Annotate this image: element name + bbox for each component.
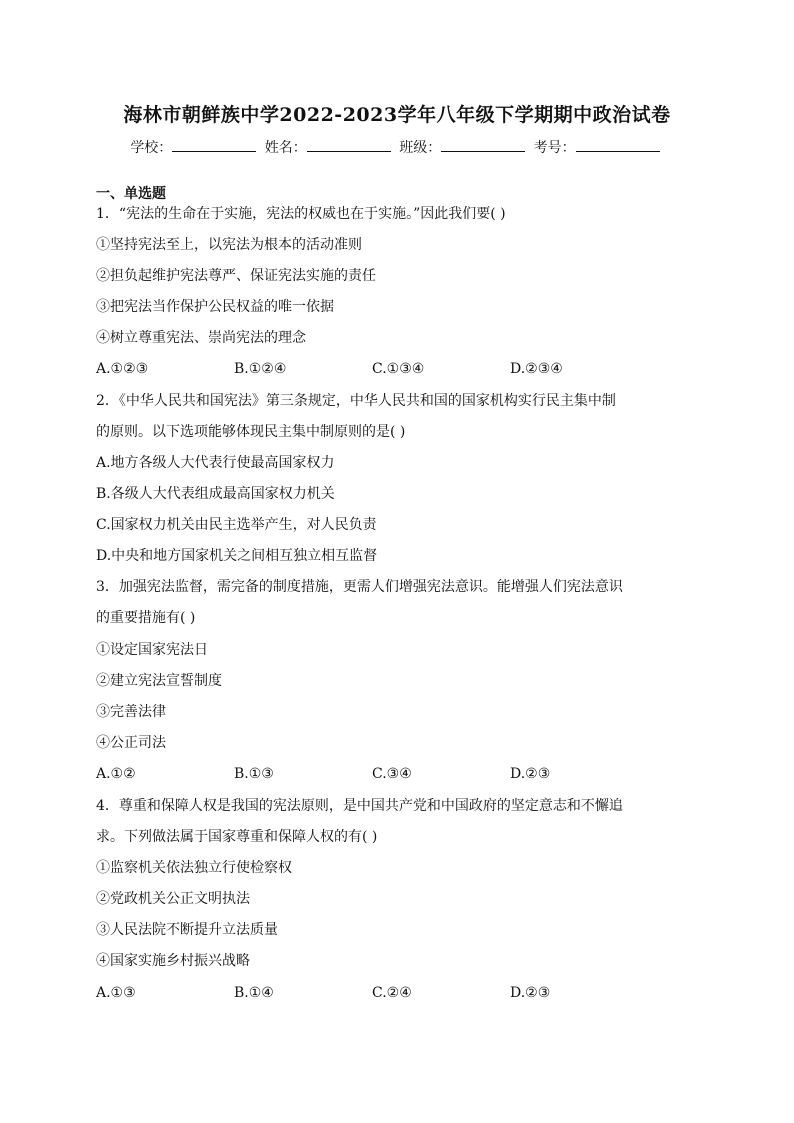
question-3-item: ①设定国家宪法日 [96, 642, 208, 658]
question-4-item: ②党政机关公正文明执法 [96, 891, 250, 907]
exam-title: 海林市朝鲜族中学2022-2023学年八年级下学期期中政治试卷 [123, 104, 671, 126]
question-1-item: ④树立尊重宪法、崇尚宪法的理念 [96, 330, 306, 346]
question-4-stem-cont: 求。下列做法属于国家尊重和保障人权的有( ) [96, 829, 378, 845]
class-label: 班级： [399, 140, 442, 156]
choice-b[interactable]: B.各级人大代表组成最高国家权力机关 [96, 486, 335, 502]
section-heading: 一、单选题 [96, 186, 166, 202]
question-3-item: ④公正司法 [96, 735, 166, 751]
choice-b[interactable]: B.①③ [234, 766, 274, 782]
choice-a[interactable]: A.①② [96, 766, 136, 782]
question-4-item: ③人民法院不断提升立法质量 [96, 922, 278, 938]
question-1-item: ③把宪法当作保护公民权益的唯一依据 [96, 299, 334, 315]
question-3-item: ③完善法律 [96, 704, 166, 720]
exam-number-blank[interactable] [576, 136, 660, 152]
student-info-row [0, 136, 794, 157]
question-4-stem: 4．尊重和保障人权是我国的宪法原则，是中国共产党和中国政府的坚定意志和不懈追 [96, 798, 623, 814]
choice-a[interactable]: A.①②③ [96, 361, 149, 377]
name-blank[interactable] [307, 136, 391, 152]
question-1-item: ①坚持宪法至上，以宪法为根本的活动准则 [96, 237, 362, 253]
choice-c[interactable]: C.①③④ [372, 361, 425, 377]
school-blank[interactable] [172, 136, 256, 152]
question-3-item: ②建立宪法宣誓制度 [96, 673, 222, 689]
choice-a[interactable]: A.地方各级人大代表行使最高国家权力 [96, 455, 335, 471]
choice-d[interactable]: D.②③④ [510, 361, 563, 377]
question-3-stem: 3．加强宪法监督，需完备的制度措施，更需人们增强宪法意识。能增强人们宪法意识 [96, 579, 623, 595]
question-1-item: ②担负起维护宪法尊严、保证宪法实施的责任 [96, 268, 376, 284]
question-2-stem: 2．《中华人民共和国宪法》第三条规定，中华人民共和国的国家机构实行民主集中制 [96, 393, 616, 409]
question-3-stem-cont: 的重要措施有( ) [96, 610, 196, 626]
choice-d[interactable]: D.②③ [510, 766, 551, 782]
question-2-stem-cont: 的原则。以下选项能够体现民主集中制原则的是( ) [96, 424, 406, 440]
question-1-stem: 1．“宪法的生命在于实施，宪法的权威也在于实施。”因此我们要( ) [96, 206, 506, 222]
choice-c[interactable]: C.③④ [372, 766, 412, 782]
choice-c[interactable]: C.国家权力机关由民主选举产生，对人民负责 [96, 517, 377, 533]
choice-c[interactable]: C.②④ [372, 985, 412, 1001]
school-label: 学校： [130, 140, 173, 156]
class-blank[interactable] [441, 136, 525, 152]
choice-b[interactable]: B.①④ [234, 985, 274, 1001]
choice-d[interactable]: D.②③ [510, 985, 551, 1001]
choice-b[interactable]: B.①②④ [234, 361, 287, 377]
exam-number-label: 考号： [533, 140, 576, 156]
choice-d[interactable]: D.中央和地方国家机关之间相互独立相互监督 [96, 548, 378, 564]
question-4-item: ①监察机关依法独立行使检察权 [96, 860, 292, 876]
name-label: 姓名： [264, 140, 307, 156]
choice-a[interactable]: A.①③ [96, 985, 136, 1001]
question-4-item: ④国家实施乡村振兴战略 [96, 953, 250, 969]
